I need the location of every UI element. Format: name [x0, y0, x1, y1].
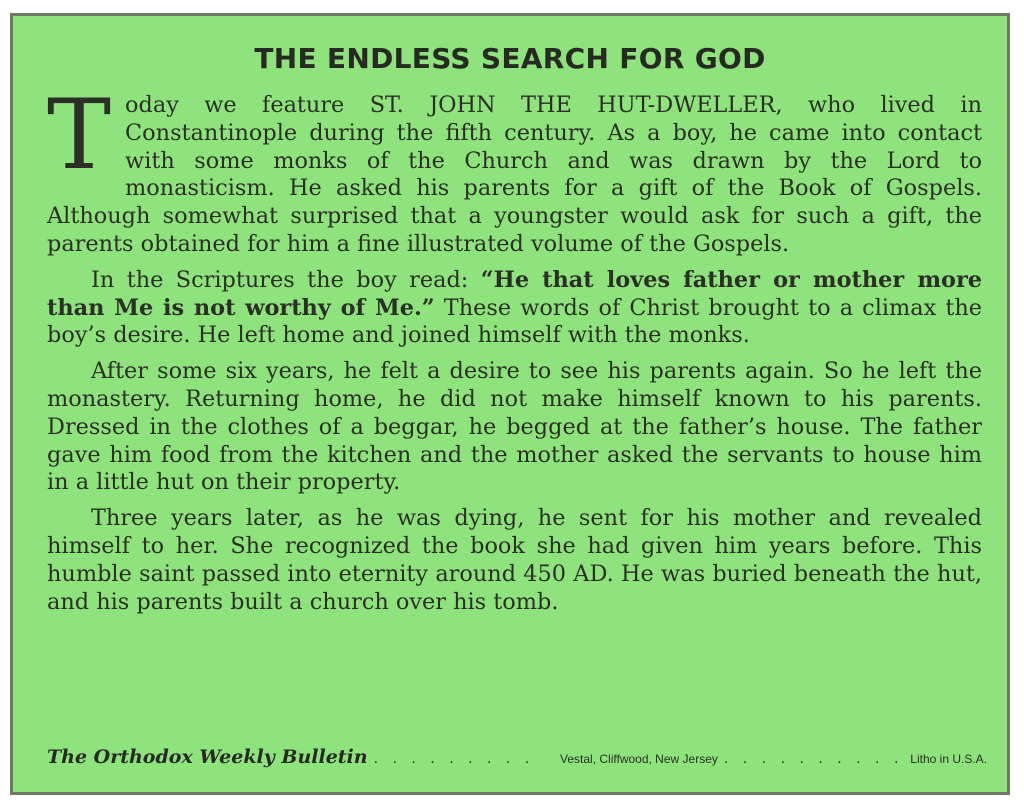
paragraph-1 [47, 79, 982, 259]
scripture-quote: “He that loves father or mother more than Me is not worthy of Me.” [47, 266, 982, 321]
paragraph-3: After some six years, he felt a desire to see his parents again. So he left the monastery. Returning home, he did not make himself known to his parents. Dressed in the clothes of a beggar, he begged at the father’s house. The father gave him food from the kitchen and the mother asked the servants to house him in a little hut on their property. [47, 358, 982, 496]
dot-leader: . . . . . . . . . . [723, 751, 904, 767]
paragraph-1-text: oday we feature ST. JOHN THE HUT-DWELLER, who lived in Constantinople during the fifth century. As a boy, he came into contact with some monks of the Church and was drawn by the Lord to monasticism. He asked his parents for a gift of the Book of Gospels. Although somewhat surprised that a youngster would ask for such a gift, the parents obtained for him a fine illustrated volume of the Gospels. [47, 92, 982, 257]
paragraph-2 [47, 267, 982, 350]
footer [47, 746, 987, 770]
publisher-location: Vestal, Cliffwood, New Jersey [560, 752, 718, 766]
printer-credit: Litho in U.S.A. [910, 752, 987, 766]
publication-name: The Orthodox Weekly Bulletin [47, 746, 368, 768]
page-title: THE ENDLESS SEARCH FOR GOD [254, 42, 766, 75]
paragraph-4: Three years later, as he was dying, he sent for his mother and revealed himself to her. She recognized the book she had given him years before. This humble saint passed into eternity around 450 AD. He was buried beneath the hut, and his parents built a church over his tomb. [47, 505, 982, 615]
paragraph-2-intro: In the Scriptures the boy read: [91, 266, 481, 293]
paragraph-2-text: These words of Christ brought to a climax the boy’s desire. He left home and joined himself with the monks. [47, 294, 982, 349]
bulletin-card [10, 13, 1010, 795]
dot-leader: . . . . . . . . . [373, 751, 535, 767]
article-body [47, 79, 982, 624]
drop-cap: T [47, 79, 112, 191]
